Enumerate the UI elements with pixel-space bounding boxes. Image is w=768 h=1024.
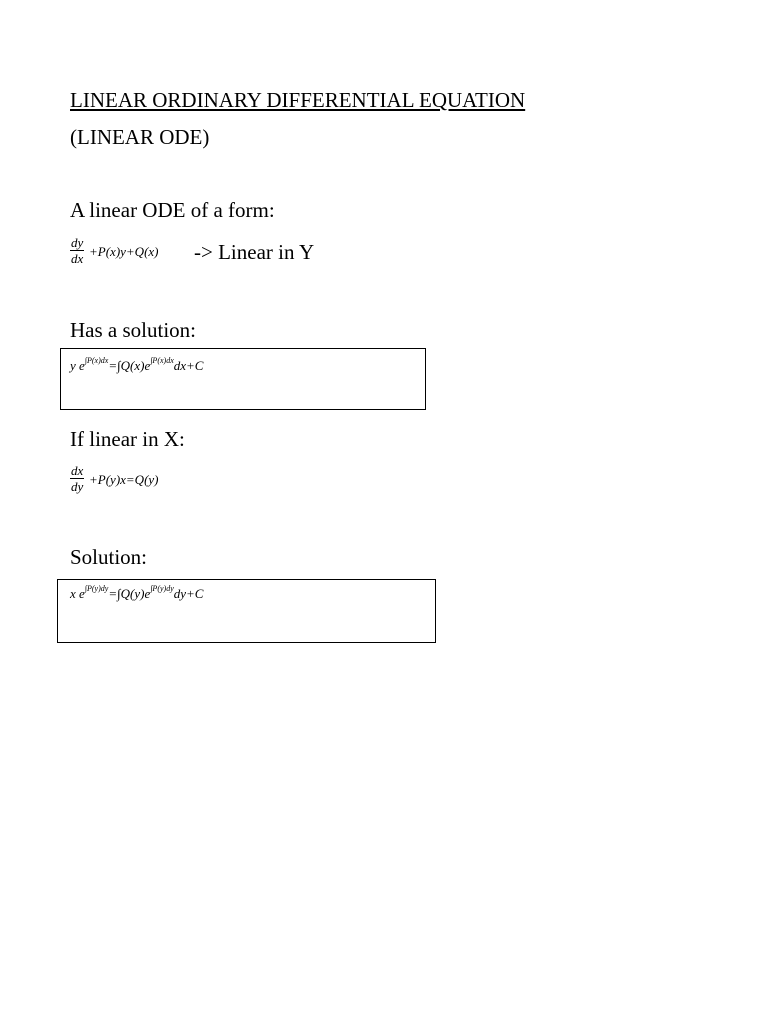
ode-x-denominator: dy	[71, 479, 84, 494]
solution-x-equation	[70, 584, 204, 601]
ode-y-denominator: dx	[71, 251, 84, 266]
solution-y-lhs: y e	[70, 358, 85, 373]
ode-y-fraction	[70, 236, 84, 265]
ode-x-numerator: dx	[71, 463, 84, 478]
section-heading-has-solution: Has a solution:	[70, 318, 196, 342]
solution-x-rhs-exponent: ∫P(y)dy	[150, 584, 174, 593]
section-heading-linear-in-x: If linear in X:	[70, 427, 185, 451]
ode-x-rest: +P(y)x=Q(y)	[89, 472, 159, 487]
document-subtitle: (LINEAR ODE)	[70, 125, 210, 149]
solution-y-tail: dx+C	[173, 358, 204, 373]
linear-in-y-note: -> Linear in Y	[194, 240, 315, 264]
solution-y-lhs-exponent: ∫P(x)dx	[84, 356, 109, 365]
solution-y-rhs-exponent: ∫P(x)dx	[150, 356, 174, 365]
section-heading-solution: Solution:	[70, 545, 148, 569]
solution-y-equation	[70, 356, 204, 373]
solution-x-lhs-exponent: ∫P(y)dy	[84, 584, 109, 593]
solution-x-rhs: =∫Q(y)e	[108, 586, 151, 601]
document-title: LINEAR ORDINARY DIFFERENTIAL EQUATION	[70, 88, 526, 112]
solution-x-lhs: x e	[70, 586, 85, 601]
ode-y-rest: +P(x)y+Q(x)	[89, 244, 159, 259]
solution-x-tail: dy+C	[173, 586, 204, 601]
section-heading-linear-ode-form: A linear ODE of a form:	[70, 198, 275, 222]
ode-y-numerator: dy	[71, 235, 84, 250]
solution-y-rhs: =∫Q(x)e	[108, 358, 151, 373]
ode-x-fraction	[70, 464, 84, 493]
